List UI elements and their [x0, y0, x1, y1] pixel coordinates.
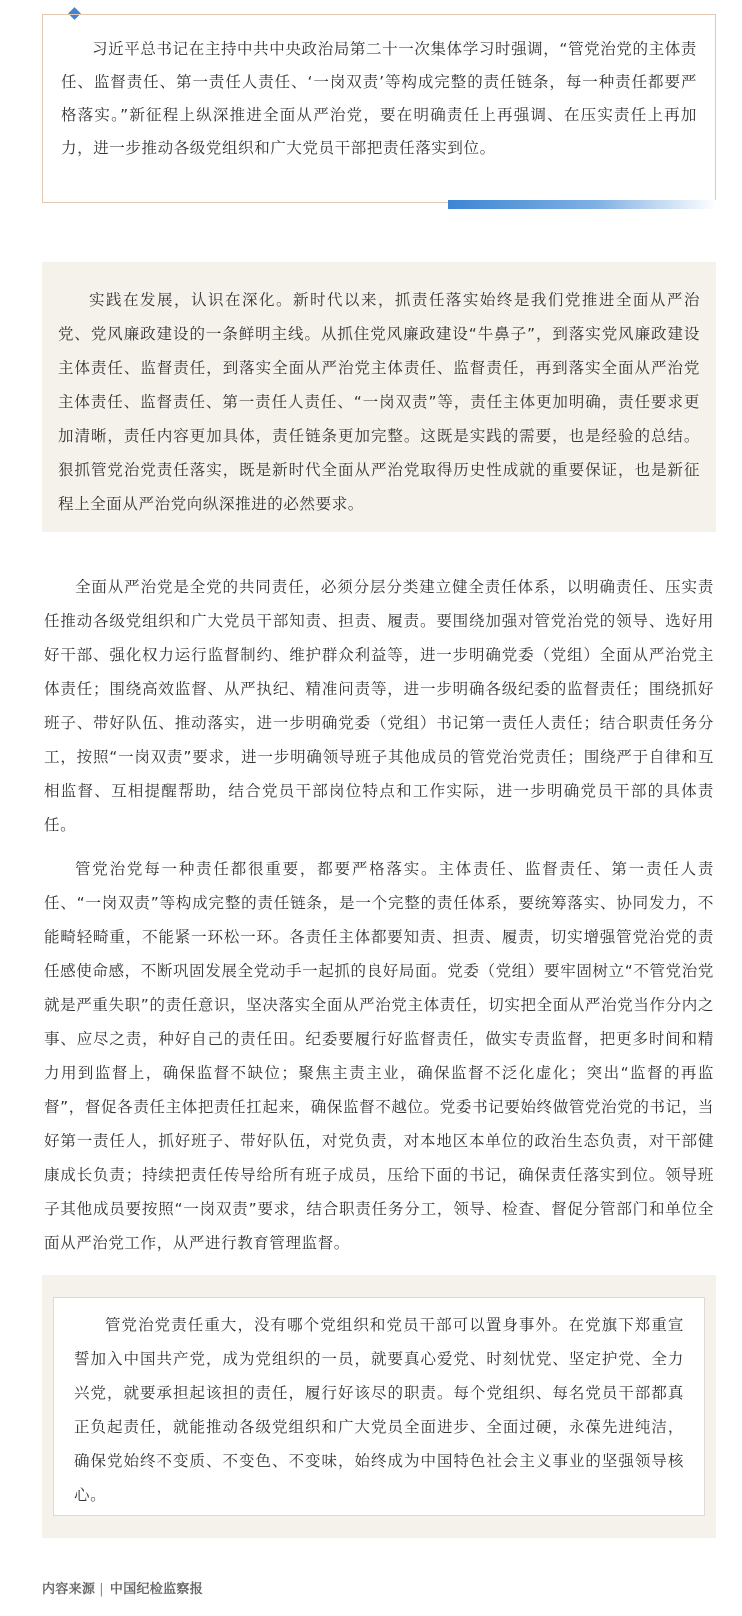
closing-panel-frame	[53, 1297, 705, 1516]
body-paragraph-3: 全面从严治党是全党的共同责任，必须分层分类建立健全责任体系，以明确责任、压实责任推动各级党组织和广大党员干部知责、担责、履责。要围绕加强对管党治党的领导、选好用好干部、强化权力运行监督制约、维护群众利益等，进一步明确党委（党组）全面从严治党主体责任；围绕高效监督、从严执纪、精准问责等，进一步明确各级纪委的监督责任；围绕抓好班子、带好队伍、推动落实，进一步明确党委（党组）书记第一责任人责任；结合职责任务分工，按照“一岗双责”要求，进一步明确领导班子其他成员的管党治党责任；围绕严于自律和互相监督、互相提醒帮助，结合党员干部岗位特点和工作实际，进一步明确党员干部的具体责任。	[44, 578, 714, 834]
source-name: 中国纪检监察报	[109, 1582, 203, 1597]
source-label: 内容来源	[42, 1582, 96, 1597]
body-section-1	[42, 570, 716, 842]
quote-box	[42, 14, 716, 203]
body-section-2	[42, 852, 716, 1260]
body-paragraph-4: 管党治党每一种责任都很重要，都要严格落实。主体责任、监督责任、第一责任人责任、“一岗双责”等构成完整的责任链条，是一个完整的责任体系，要统筹落实、协同发力，不能畸轻畸重，不能紧一环松一环。各责任主体都要知责、担责、履责，切实增强管党治党的责任感使命感，不断巩固发展全党动手一起抓的良好局面。党委（党组）要牢固树立“不管党治党就是严重失职”的责任意识，坚决落实全面从严治党主体责任，切实把全面从严治党当作分内之事、应尽之责，种好自己的责任田。纪委要履行好监督责任，做实专责监督，把更多时间和精力用到监督上，确保监督不缺位；聚焦主责主业，确保监督不泛化虚化；突出“监督的再监督”，督促各责任主体把责任扛起来，确保监督不越位。党委书记要始终做管党治党的书记，当好第一责任人，抓好班子、带好队伍，对党负责，对本地区本单位的政治生态负责，对干部健康成长负责；持续把责任传导给所有班子成员，压给下面的书记，确保责任落实到位。领导班子其他成员要按照“一岗双责”要求，结合职责任务分工，领导、检查、督促分管部门和单位全面从严治党工作，从严进行教育管理监督。	[44, 860, 714, 1252]
source-credit	[42, 1578, 203, 1597]
highlight-panel	[42, 262, 716, 532]
source-separator: |	[99, 1582, 104, 1597]
quote-paragraph: 习近平总书记在主持中共中央政治局第二十一次集体学习时强调，“管党治党的主体责任、监督责任、第一责任人责任、‘一岗双责’等构成完整的责任链条，每一种责任都要严格落实。”新征程上纵深推进全面从严治党，要在明确责任上再强调、在压实责任上再加力，进一步推动各级党组织和广大党员干部把责任落实到位。	[61, 40, 697, 157]
closing-panel	[42, 1275, 716, 1538]
accent-gradient-bar	[448, 200, 716, 209]
closing-paragraph: 管党治党责任重大，没有哪个党组织和党员干部可以置身事外。在党旗下郑重宣誓加入中国共产党，成为党组织的一员，就要真心爱党、时刻忧党、坚定护党、全力兴党，就要承担起该担的责任，履行好该尽的职责。每个党组织、每名党员干部都真正负起责任，就能推动各级党组织和广大党员全面进步、全面过硬，永葆先进纯洁，确保党始终不变质、不变色、不变味，始终成为中国特色社会主义事业的坚强领导核心。	[74, 1316, 684, 1504]
panel-paragraph: 实践在发展，认识在深化。新时代以来，抓责任落实始终是我们党推进全面从严治党、党风廉政建设的一条鲜明主线。从抓住党风廉政建设“牛鼻子”，到落实党风廉政建设主体责任、监督责任，到落实全面从严治党主体责任、监督责任，再到落实全面从严治党主体责任、监督责任、第一责任人责任、“一岗双责”等，责任主体更加明确，责任要求更加清晰，责任内容更加具体，责任链条更加完整。这既是实践的需要，也是经验的总结。狠抓管党治党责任落实，既是新时代全面从严治党取得历史性成就的重要保证，也是新征程上全面从严治党向纵深推进的必然要求。	[58, 291, 700, 513]
